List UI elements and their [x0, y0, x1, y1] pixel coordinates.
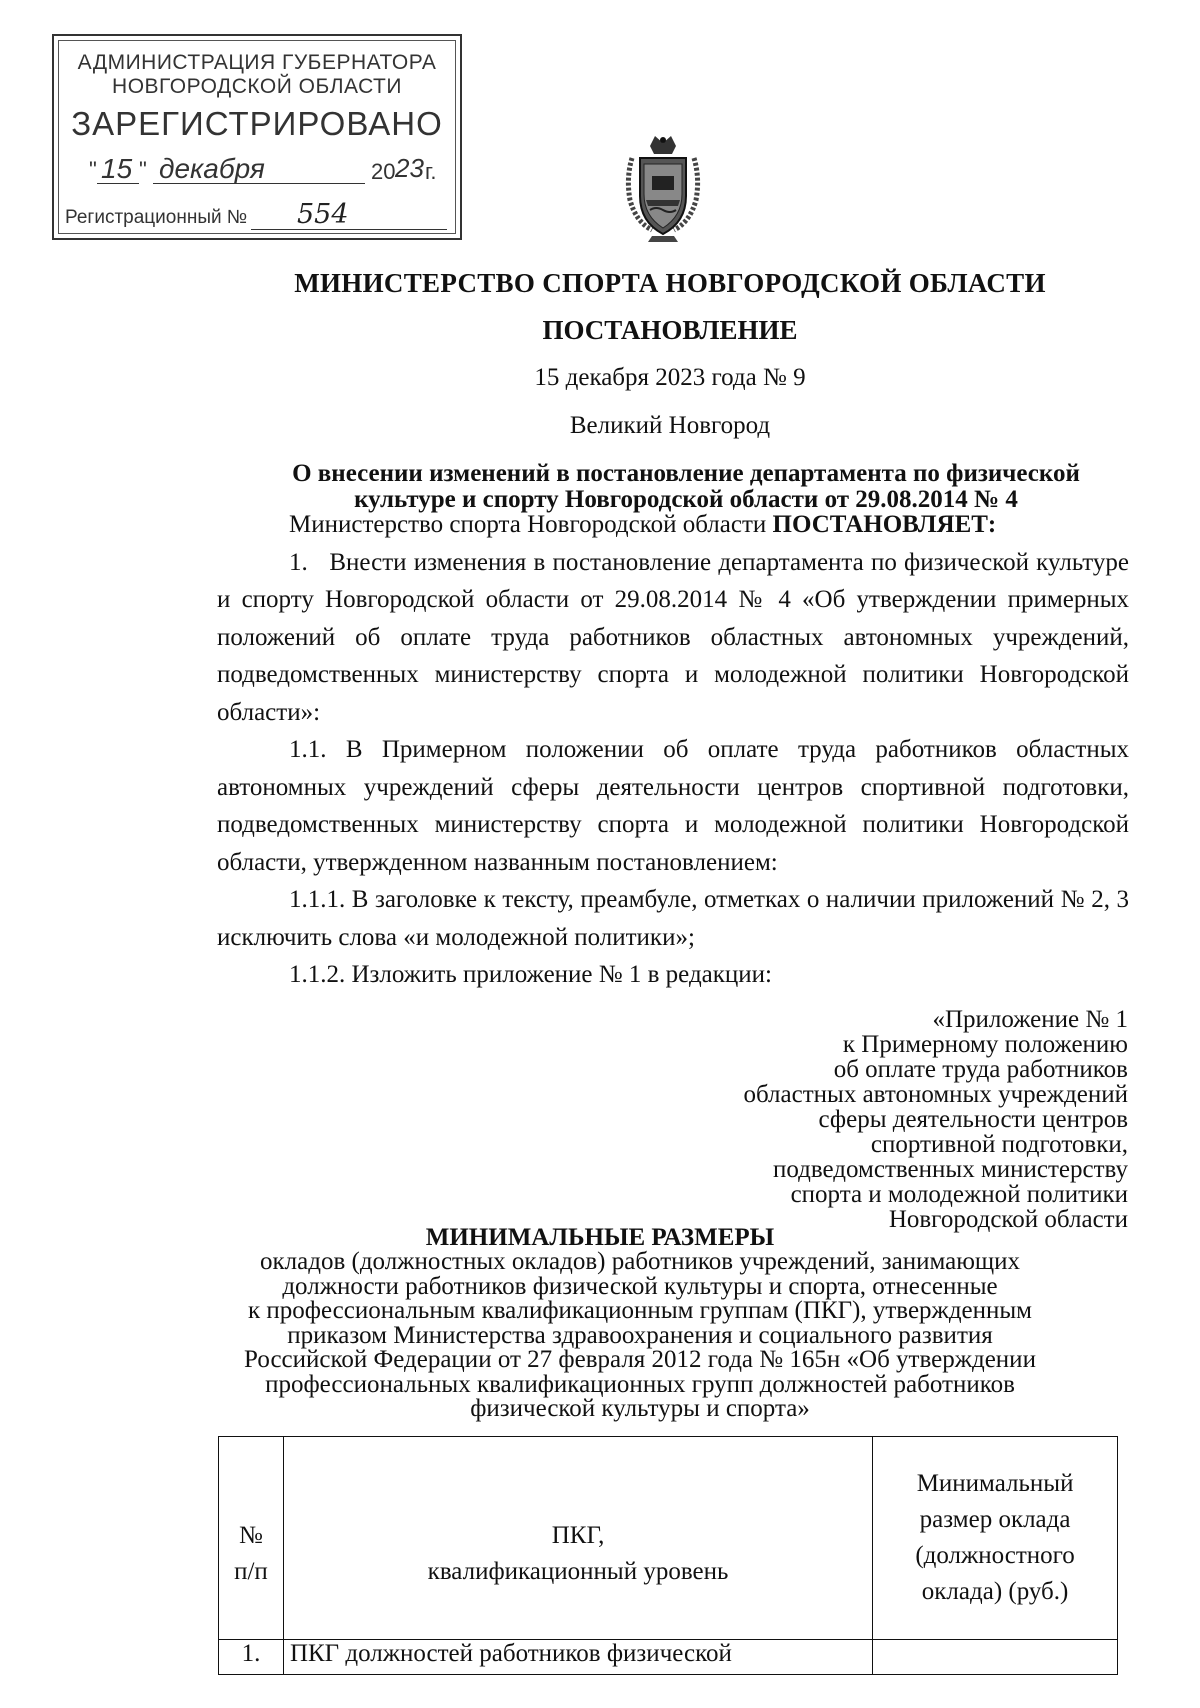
minimum-sizes-title: МИНИМАЛЬНЫЕ РАЗМЕРЫ	[425, 1224, 775, 1251]
ministry-heading: МИНИСТЕРСТВО СПОРТА НОВГОРОДСКОЙ ОБЛАСТИ	[294, 268, 1046, 298]
table-row	[219, 1640, 1118, 1675]
row-num: 1.	[219, 1640, 284, 1675]
desc-line: должности работников физической культуры и спорта, отнесенные	[282, 1272, 998, 1300]
stamp-reg-label: Регистрационный №	[65, 207, 248, 228]
appendix-line: подведомственных министерству	[773, 1156, 1128, 1183]
header-salary-line-4: оклада) (руб.)	[921, 1578, 1069, 1605]
subject-line-2: культуре и спорту Новгородской области от 29.08.2014 № 4	[354, 486, 1018, 513]
minimum-sizes-description	[200, 1250, 1080, 1422]
stamp-reg-number	[65, 199, 465, 235]
stamp-org-line-2: НОВГОРОДСКОЙ ОБЛАСТИ	[112, 75, 402, 98]
salary-table	[218, 1436, 1118, 1675]
header-num	[219, 1437, 284, 1640]
decree-date-number: 15 декабря 2023 года № 9	[534, 364, 806, 391]
decree-body	[217, 506, 1129, 994]
appendix-line: «Приложение № 1	[932, 1006, 1128, 1033]
stamp-year-prefix: 20	[371, 159, 396, 184]
header-num-line-1: №	[239, 1522, 263, 1549]
appendix-line: к Примерному положению	[842, 1031, 1128, 1058]
header-pkg	[283, 1437, 872, 1640]
stamp-inner-frame	[58, 40, 456, 234]
desc-line: к профессиональным квалификационным группам (ПКГ), утвержденным	[247, 1297, 1033, 1324]
intro-text: Министерство спорта Новгородской области	[289, 511, 773, 538]
intro-bold: ПОСТАНОВЛЯЕТ:	[772, 511, 997, 538]
decree-heading: ПОСТАНОВЛЕНИЕ	[542, 315, 798, 345]
item-1-1-2: 1.1.2. Изложить приложение № 1 в редакции:	[289, 961, 772, 988]
item-1: 1. Внести изменения в постановление департамента по физической культуре и спорту Новгородской области от 29.08.2014 № 4 «Об утверждении примерных положений об оплате труда работников областных автономных учреждений, подведомственных министерству спорта и молодежной политики Новгородской области»:	[217, 548, 1129, 726]
header-salary-line-3: (должностного	[915, 1542, 1075, 1569]
stamp-year-suffix: 23	[395, 153, 424, 183]
appendix-header	[628, 1007, 1128, 1232]
subject-line-1: О внесении изменений в постановление департамента по физической	[292, 460, 1080, 487]
header-pkg-line-2: квалификационный уровень	[427, 1558, 729, 1585]
desc-line: окладов (должностных окладов) работников учреждений, занимающих	[260, 1248, 1020, 1275]
registration-stamp	[52, 34, 462, 240]
appendix-line: областных автономных учреждений	[743, 1081, 1128, 1108]
header-pkg-line-1: ПКГ,	[551, 1522, 605, 1549]
appendix-line: спортивной подготовки,	[870, 1131, 1128, 1158]
item-1-1: 1.1. В Примерном положении об оплате труда работников областных автономных учреждений сферы деятельности центров спортивной подготовки, подведомственных министерству спорта и молодежной политики Новгородской области, утвержденном названным постановлением:	[217, 736, 1129, 876]
header-salary-line-2: размер оклада	[919, 1506, 1071, 1533]
stamp-reg-value: 554	[297, 199, 349, 230]
appendix-line: об оплате труда работников	[833, 1056, 1128, 1083]
desc-line: Российской Федерации от 27 февраля 2012 года № 165н «Об утверждении	[244, 1346, 1036, 1373]
desc-line: профессиональных квалификационных групп должностей работников	[265, 1370, 1015, 1398]
stamp-month: декабря	[159, 153, 265, 184]
appendix-line: Новгородской области	[888, 1206, 1128, 1233]
decree-city: Великий Новгород	[569, 412, 771, 439]
appendix-line: спорта и молодежной политики	[790, 1181, 1128, 1208]
stamp-year-unit: г.	[425, 159, 437, 184]
header-salary-line-1: Минимальный	[916, 1470, 1074, 1497]
stamp-registered: ЗАРЕГИСТРИРОВАНО	[71, 105, 443, 142]
desc-line: физической культуры и спорта»	[470, 1395, 810, 1422]
header-salary	[873, 1437, 1118, 1640]
row-salary	[873, 1640, 1118, 1675]
desc-line: приказом Министерства здравоохранения и социального развития	[287, 1321, 993, 1349]
table-header-row	[219, 1437, 1118, 1640]
appendix-line: сферы деятельности центров	[818, 1106, 1128, 1133]
item-1-1-1: 1.1.1. В заголовке к тексту, преамбуле, отметках о наличии приложений № 2, 3 исключить слова «и молодежной политики»;	[217, 886, 1129, 951]
stamp-org-line-1: АДМИНИСТРАЦИЯ ГУБЕРНАТОРА	[77, 51, 437, 74]
row-pkg: ПКГ должностей работников физической	[283, 1640, 872, 1675]
stamp-date: " 15 " декабря 20 23 г.	[89, 153, 437, 184]
header-num-line-2: п/п	[234, 1558, 268, 1585]
coat-of-arms-emblem	[622, 134, 704, 244]
stamp-day: 15	[101, 153, 133, 184]
intro-paragraph	[217, 506, 1129, 544]
